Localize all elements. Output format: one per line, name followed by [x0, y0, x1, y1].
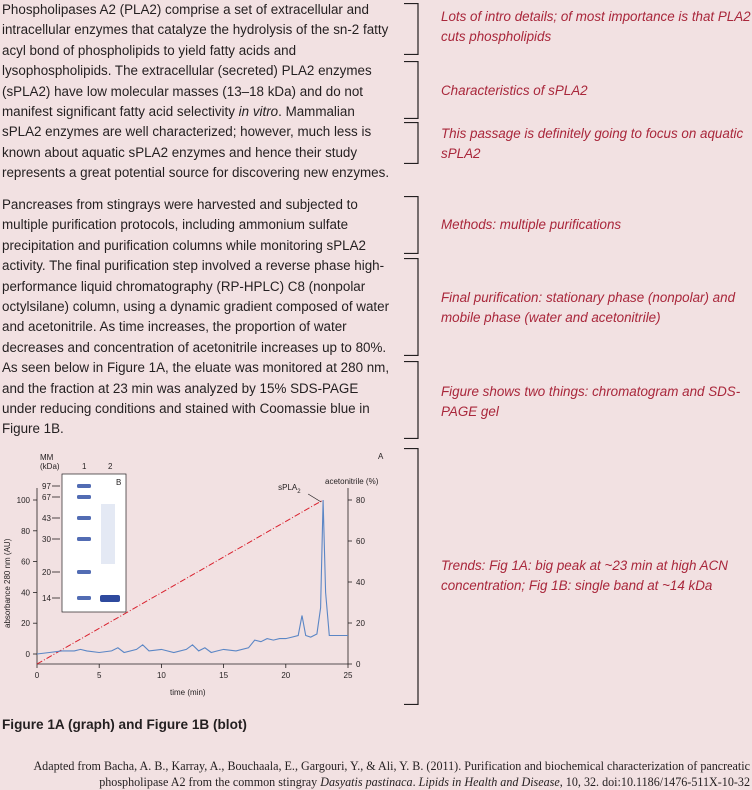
bracket-3	[404, 122, 422, 164]
note-focus: This passage is definitely going to focus on aquatic sPLA2	[441, 126, 744, 162]
citation: Adapted from Bacha, A. B., Karray, A., Bouchaala, E., Gargouri, Y., & Ali, Y. B. (2011). Purification and biochemical characterization of pancreatic phospholipase A2 from the common stingray Dasyatis pastinaca. Lipids in Health and Disease, 10, 32. doi:10.1186/1476-511X-10-32	[33, 759, 750, 789]
y-tick-label-0: 0	[25, 650, 30, 659]
marker-label-30: 30	[42, 535, 51, 544]
y-tick-label-20: 20	[21, 619, 30, 629]
para1-italic: in vitro	[238, 104, 279, 120]
note-intro: Lots of intro details; of most importance is that PLA2 cuts phospholipids	[441, 9, 751, 45]
marker-label-14: 14	[42, 594, 51, 603]
passage-paragraph-1	[2, 0, 392, 184]
para2-text: Pancreases from stingrays were harvested and subjected to multiple purification protocols, including ammonium sulfate precipitation and purification columns while monitoring sPLA2 activity. The final purification step involved a reverse phase high-performance liquid chromatography (RP-HPLC) C8 (nonpolar octylsilane) column, using a dynamic gradient composed of water and acetonitrile. As time increases, the proportion of water decreases and concentration of acetonitrile increases up to 80%. As seen below in Figure 1A, the eluate was monitored at 280 nm, and the fraction at 23 min was analyzed by 15% SDS-PAGE under reducing conditions and stained with Coomassie blue in Figure 1B.	[2, 197, 390, 437]
y2-tick-label-40: 40	[356, 578, 365, 587]
bracket-4	[404, 196, 422, 254]
panel-a-label: A	[378, 452, 384, 461]
peak-label: sPLA$_2$	[278, 483, 301, 495]
passage-paragraph-2	[2, 195, 392, 440]
bracket-6	[404, 361, 422, 439]
marker-band	[77, 484, 91, 488]
note-final-purification: Final purification: stationary phase (nonpolar) and mobile phase (water and acetonitrile)	[441, 290, 736, 326]
x-tick-label-10: 10	[156, 671, 166, 680]
marker-band	[77, 516, 91, 520]
x-tick-label-25: 25	[343, 671, 353, 680]
bracket-1	[404, 3, 422, 55]
bracket-2	[404, 61, 422, 119]
figure-1	[0, 448, 395, 698]
y-tick-label-100: 100	[16, 496, 30, 505]
bracket-5	[404, 258, 422, 356]
para1-part3: . Mammalian sPLA2 enzymes are well characterized; however, much less is known about aquatic sPLA2 enzymes and hence their study represents a great potential source for discovering new enzymes.	[2, 104, 390, 181]
y-tick-label-60: 60	[21, 557, 30, 567]
para1-part1: Phospholipases A2 (PLA2) comprise a set of extracellular and intracellular enzymes that catalyze the hydrolysis of the sn-2 fatty acyl bond of phospholipids to yield fatty acids and lysophospholipids. The extracellular (secreted) PLA2 enzymes (sPLA2) have low molecular masses (13–18 kDa) and do not manifest significant fatty acid selectivity	[2, 2, 389, 120]
gel-background	[62, 474, 126, 612]
marker-band	[77, 537, 91, 541]
note-figure-content: Figure shows two things: chromatogram and SDS-PAGE gel	[441, 384, 741, 420]
y-tick-label-80: 80	[21, 526, 30, 536]
y-tick-label-40: 40	[21, 588, 30, 598]
gel-kda-label: (kDa)	[40, 462, 60, 471]
marker-band	[77, 495, 91, 499]
gel-mm-label: MM	[40, 453, 54, 462]
sample-band	[100, 595, 120, 602]
sds-page-gel	[42, 474, 126, 612]
note-methods: Methods: multiple purifications	[441, 217, 622, 232]
figure-caption: Figure 1A (graph) and Figure 1B (blot)	[2, 717, 247, 732]
y2-tick-label-20: 20	[356, 619, 365, 628]
marker-band	[77, 596, 91, 600]
bracket-7	[404, 448, 422, 705]
marker-band	[77, 570, 91, 574]
x-tick-label-20: 20	[281, 671, 291, 680]
marker-label-97: 97	[42, 482, 51, 491]
y2-tick-label-0: 0	[356, 660, 361, 669]
y2-tick-label-60: 60	[356, 537, 365, 546]
x-tick-label-5: 5	[96, 671, 102, 680]
lane-label-2: 2	[108, 462, 113, 471]
panel-b-label: B	[116, 478, 122, 487]
marker-label-20: 20	[42, 568, 51, 577]
x-axis-title: time (min)	[170, 688, 206, 697]
y2-tick-label-80: 80	[356, 496, 365, 505]
marker-label-43: 43	[42, 514, 51, 523]
x-tick-label-0: 0	[34, 671, 40, 680]
y2-axis-title: acetonitrile (%)	[325, 477, 379, 486]
note-trends: Trends: Fig 1A: big peak at ~23 min at high ACN concentration; Fig 1B: single band at ~14 kDa	[441, 558, 728, 594]
note-characteristics: Characteristics of sPLA2	[441, 83, 588, 98]
x-tick-label-15: 15	[219, 671, 229, 680]
sample-lane-smear	[101, 504, 115, 564]
lane-label-1: 1	[82, 462, 87, 471]
y-axis-title: absorbance 280 nm (AU)	[3, 538, 12, 628]
marker-label-67: 67	[42, 493, 51, 502]
peak-arrow	[308, 494, 321, 502]
